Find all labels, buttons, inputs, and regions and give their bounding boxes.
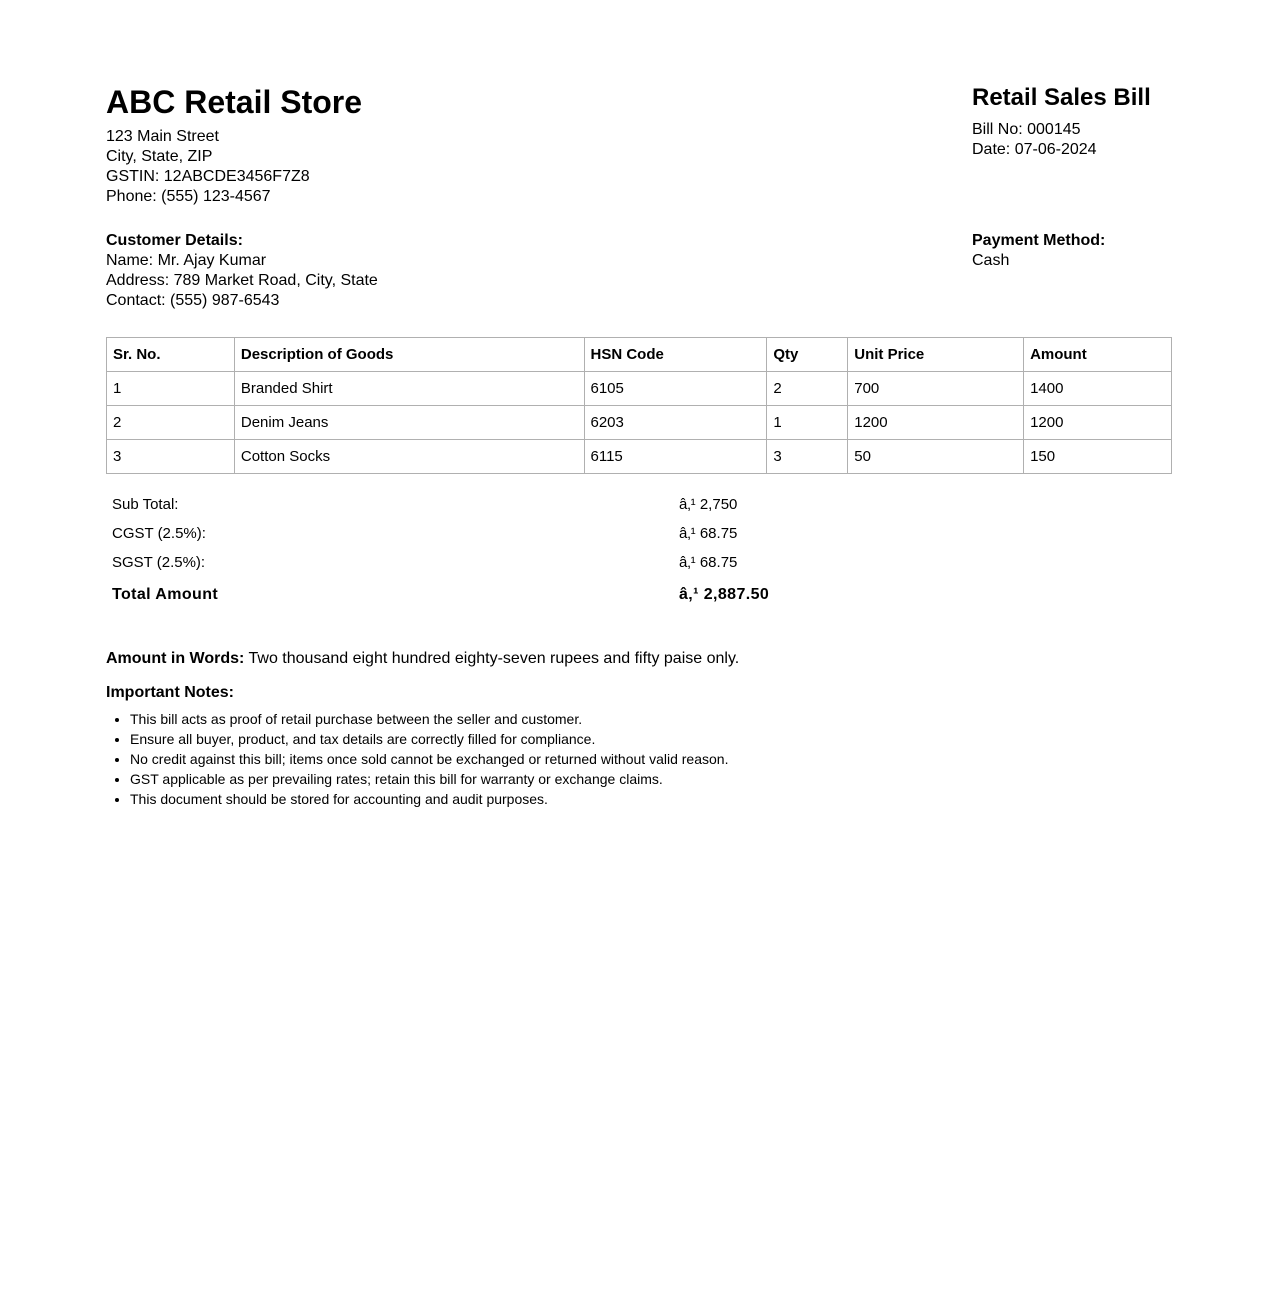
payment-method: Cash bbox=[972, 252, 1010, 269]
customer-contact: Contact: (555) 987-6543 bbox=[106, 292, 280, 309]
cell-amount: 150 bbox=[1024, 440, 1172, 474]
bill-number: Bill No: 000145 bbox=[972, 121, 1081, 138]
cell-sr-no: 2 bbox=[107, 406, 235, 440]
header-hsn-code: HSN Code bbox=[584, 338, 767, 372]
amount-in-words-value: Two thousand eight hundred eighty-seven rupees and fifty paise only. bbox=[248, 650, 740, 667]
customer-details bbox=[106, 231, 378, 311]
cell-amount: 1200 bbox=[1024, 406, 1172, 440]
customer-address: Address: 789 Market Road, City, State bbox=[106, 272, 378, 289]
store-phone: Phone: (555) 123-4567 bbox=[106, 188, 271, 205]
cell-unit-price: 50 bbox=[848, 440, 1024, 474]
store-gstin: GSTIN: 12ABCDE3456F7Z8 bbox=[106, 168, 310, 185]
cell-qty: 1 bbox=[767, 406, 848, 440]
cell-amount: 1400 bbox=[1024, 372, 1172, 406]
header-amount: Amount bbox=[1024, 338, 1172, 372]
notes-heading: Important Notes: bbox=[106, 684, 234, 701]
cgst-label: CGST (2.5%): bbox=[112, 525, 206, 542]
subtotal-value: â‚¹ 2,750 bbox=[679, 496, 738, 513]
header-qty: Qty bbox=[767, 338, 848, 372]
bill-title: Retail Sales Bill bbox=[972, 84, 1151, 111]
total-value: â‚¹ 2,887.50 bbox=[679, 586, 770, 603]
header-description: Description of Goods bbox=[234, 338, 584, 372]
bill-info bbox=[972, 120, 1151, 160]
cell-unit-price: 1200 bbox=[848, 406, 1024, 440]
cell-qty: 3 bbox=[767, 440, 848, 474]
cgst-value: â‚¹ 68.75 bbox=[679, 525, 738, 542]
amount-in-words-label: Amount in Words: bbox=[106, 650, 245, 667]
sgst-label: SGST (2.5%): bbox=[112, 554, 206, 571]
cell-hsn-code: 6203 bbox=[584, 406, 767, 440]
cell-unit-price: 700 bbox=[848, 372, 1024, 406]
items-table bbox=[106, 337, 1172, 474]
cell-sr-no: 1 bbox=[107, 372, 235, 406]
list-item: • This bill acts as proof of retail purchase between the seller and customer. bbox=[130, 709, 728, 729]
list-item: • No credit against this bill; items once sold cannot be exchanged or returned without valid reason. bbox=[130, 749, 728, 769]
sgst-row bbox=[106, 548, 1172, 577]
total-row bbox=[106, 577, 1172, 613]
cell-description: Denim Jeans bbox=[234, 406, 584, 440]
cgst-row bbox=[106, 519, 1172, 548]
subtotal-label: Sub Total: bbox=[112, 496, 179, 513]
items-header-row bbox=[107, 338, 1172, 372]
store-name: ABC Retail Store bbox=[106, 84, 363, 120]
table-row bbox=[107, 406, 1172, 440]
customer-name: Name: Mr. Ajay Kumar bbox=[106, 252, 267, 269]
payment-heading: Payment Method: bbox=[972, 232, 1106, 249]
total-label: Total Amount bbox=[112, 586, 219, 603]
list-item: • GST applicable as per prevailing rates; retain this bill for warranty or exchange claims. bbox=[130, 769, 728, 789]
table-row bbox=[107, 440, 1172, 474]
bill-header bbox=[106, 80, 1172, 309]
cell-description: Branded Shirt bbox=[234, 372, 584, 406]
header-unit-price: Unit Price bbox=[848, 338, 1024, 372]
cell-qty: 2 bbox=[767, 372, 848, 406]
bill-document bbox=[106, 80, 1172, 807]
table-row bbox=[107, 372, 1172, 406]
payment-details bbox=[972, 231, 1105, 271]
sgst-value: â‚¹ 68.75 bbox=[679, 554, 738, 571]
cell-hsn-code: 6105 bbox=[584, 372, 767, 406]
customer-heading: Customer Details: bbox=[106, 232, 243, 249]
list-item: • This document should be stored for accounting and audit purposes. bbox=[130, 789, 728, 809]
totals-table bbox=[106, 490, 1172, 613]
store-address-line1: 123 Main Street bbox=[106, 128, 219, 145]
notes-list bbox=[106, 709, 728, 809]
cell-sr-no: 3 bbox=[107, 440, 235, 474]
subtotal-row bbox=[106, 490, 1172, 519]
bill-meta bbox=[972, 84, 1151, 160]
cell-hsn-code: 6115 bbox=[584, 440, 767, 474]
store-info bbox=[106, 127, 310, 207]
list-item: • Ensure all buyer, product, and tax details are correctly filled for compliance. bbox=[130, 729, 728, 749]
amount-in-words bbox=[106, 649, 739, 669]
store-address-line2: City, State, ZIP bbox=[106, 148, 213, 165]
header-sr-no: Sr. No. bbox=[107, 338, 235, 372]
cell-description: Cotton Socks bbox=[234, 440, 584, 474]
bill-date: Date: 07-06-2024 bbox=[972, 141, 1097, 158]
